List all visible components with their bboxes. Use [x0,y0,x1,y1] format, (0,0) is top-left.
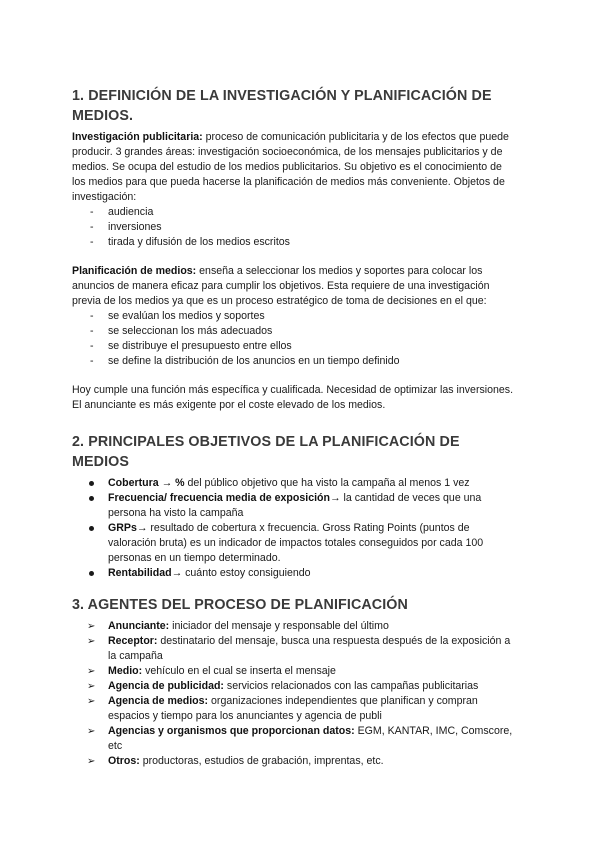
objetivos-list [72,476,516,581]
list-item: ➢ Agencia de medios: organizaciones independientes que planifican y compran espacios y tiempo para los anunciantes y agencia de publi [87,695,478,722]
section-1-title: 1. DEFINICIÓN DE LA INVESTIGACIÓN Y PLANIFICACIÓN DE MEDIOS. [72,88,492,124]
paragraph-text: proceso de comunicación publicitaria y de los efectos que puede producir. 3 grandes áreas: investigación socioeconómica, de los mensajes publicitarios y de medios. Se ocupa del estudio de los medios publicitarios. Su objetivo es el conocimiento de los medios para que pueda hacerse la planificación de medios más conveniente. Objetos de investigación: [72,131,509,203]
list-item: - audiencia [90,206,154,218]
list-item: ➢ Agencia de publicidad: servicios relacionados con las campañas publicitarias [87,680,479,692]
proceso-list [72,309,516,369]
paragraph-investigacion [72,130,516,205]
arrow-bullet-icon: ➢ [87,681,96,692]
objetos-investigacion-list [72,205,516,250]
list-item: ➢ Otros: productoras, estudios de grabación, imprentas, etc. [87,755,384,767]
paragraph-text: enseña a seleccionar los medios y soportes para colocar los anuncios de manera eficaz para cumplir los objetivos. Esta requiere de una investigación previa de los medios ya que es un proceso estratégico de toma de decisiones en el que: [72,265,490,307]
paragraph-hoy: Hoy cumple una función más específica y cualificada. Necesidad de optimizar las inversiones. El anunciante es más exigente por el coste elevado de los medios. [72,384,514,411]
list-item: - inversiones [90,221,162,233]
list-item: - tirada y difusión de los medios escritos [90,236,290,248]
section-2-title: 2. PRINCIPALES OBJETIVOS DE LA PLANIFICACIÓN DE MEDIOS [72,434,460,470]
list-item: ➢ Medio: vehículo en el cual se inserta el mensaje [87,665,336,677]
list-item: ➢ Agencias y organismos que proporcionan datos: EGM, KANTAR, IMC, Comscore, etc [87,725,513,752]
list-item: Rentabilidad→ cuánto estoy consiguiendo [72,566,516,581]
list-item: GRPs→ resultado de cobertura x frecuencia. Gross Rating Points (puntos de valoración bruta) es un indicador de impactos totales conseguidos por cada 100 personas en un tiempo determinado. [72,521,516,566]
term-planificacion-medios: Planificación de medios: [72,265,197,277]
arrow-bullet-icon: ➢ [87,696,96,707]
list-item: - se evalúan los medios y soportes [90,310,265,322]
list-item: ➢ Anunciante: iniciador del mensaje y responsable del último [87,620,389,632]
bullet-icon [89,526,94,531]
agentes-list [72,619,516,769]
bullet-icon [89,496,94,501]
list-item: Frecuencia/ frecuencia media de exposición→ la cantidad de veces que una persona ha visto la campaña [72,491,516,521]
arrow-bullet-icon: ➢ [87,756,96,767]
arrow-bullet-icon: ➢ [87,621,96,632]
section-3-title: 3. AGENTES DEL PROCESO DE PLANIFICACIÓN [72,597,408,613]
paragraph-planificacion [72,264,516,309]
list-item: ➢ Receptor: destinatario del mensaje, busca una respuesta después de la exposición a la campaña [87,635,511,662]
arrow-bullet-icon: ➢ [87,666,96,677]
term-investigacion-publicitaria: Investigación publicitaria: [72,131,203,143]
arrow-bullet-icon: ➢ [87,636,96,647]
list-item: - se define la distribución de los anuncios en un tiempo definido [90,355,400,367]
list-item: - se seleccionan los más adecuados [90,325,273,337]
bullet-icon [89,571,94,576]
list-item: Cobertura → % del público objetivo que ha visto la campaña al menos 1 vez [72,476,516,491]
arrow-bullet-icon: ➢ [87,726,96,737]
bullet-icon [89,481,94,486]
list-item: - se distribuye el presupuesto entre ellos [90,340,292,352]
